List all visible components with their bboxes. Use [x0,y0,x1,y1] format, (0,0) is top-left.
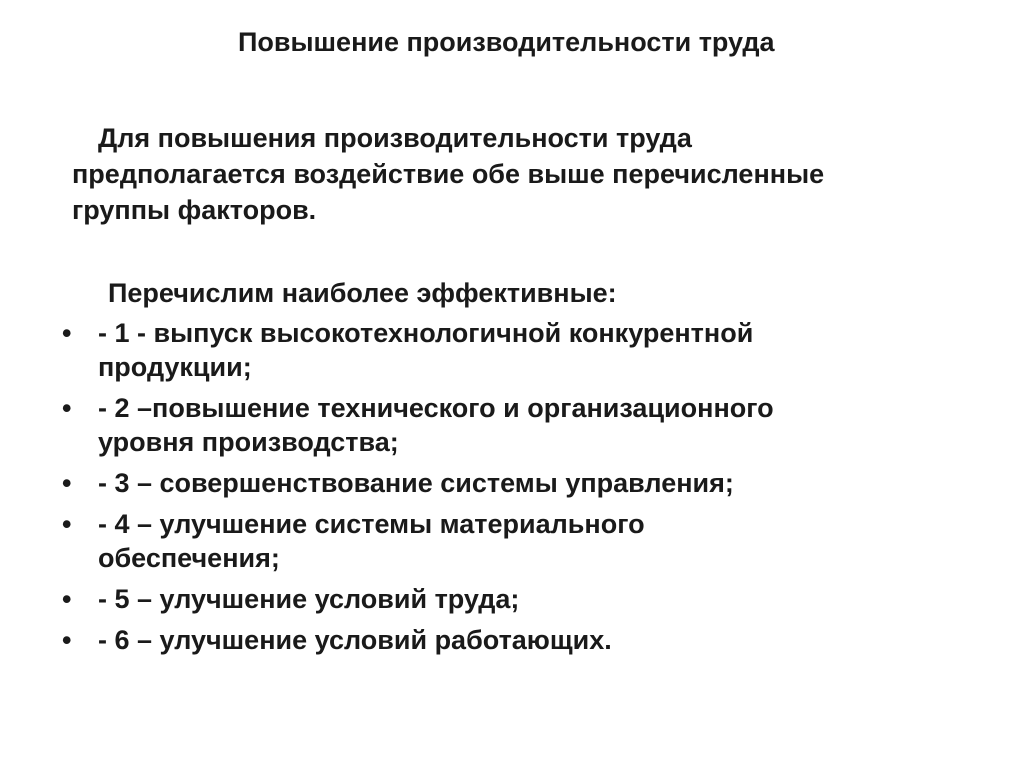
list-heading: Перечислим наиболее эффективные: [108,278,617,308]
intro-line-3: группы факторов. [72,195,317,225]
bullet-icon: • [62,393,72,423]
list-item-text-line-2: уровня производства; [98,427,399,457]
measures-list [52,316,972,664]
bullet-icon: • [62,625,72,655]
bullet-icon: • [62,509,72,539]
list-item [52,582,972,616]
slide-title: Повышение производительности труда [238,27,775,57]
list-item-text-line-1: - 5 – улучшение условий труда; [98,584,520,614]
intro-paragraph [72,120,972,228]
list-item-text-line-1: - 4 – улучшение системы материального [98,509,645,539]
intro-line-1: Для повышения производительности труда [98,123,692,153]
list-item-text-line-1: - 3 – совершенствование системы управления; [98,468,734,498]
list-item-text-line-1: - 1 - выпуск высокотехнологичной конкурентной [98,318,754,348]
list-item-text-line-2: продукции; [98,352,252,382]
list-item [52,466,972,500]
list-item [52,316,972,384]
list-item [52,623,972,657]
list-item-text-line-2: обеспечения; [98,543,280,573]
list-item-text-line-1: - 6 – улучшение условий работающих. [98,625,612,655]
bullet-icon: • [62,318,72,348]
list-item [52,391,972,459]
bullet-icon: • [62,584,72,614]
bullet-icon: • [62,468,72,498]
intro-line-2: предполагается воздействие обе выше перечисленные [72,159,825,189]
list-item [52,507,972,575]
list-item-text-line-1: - 2 –повышение технического и организационного [98,393,774,423]
